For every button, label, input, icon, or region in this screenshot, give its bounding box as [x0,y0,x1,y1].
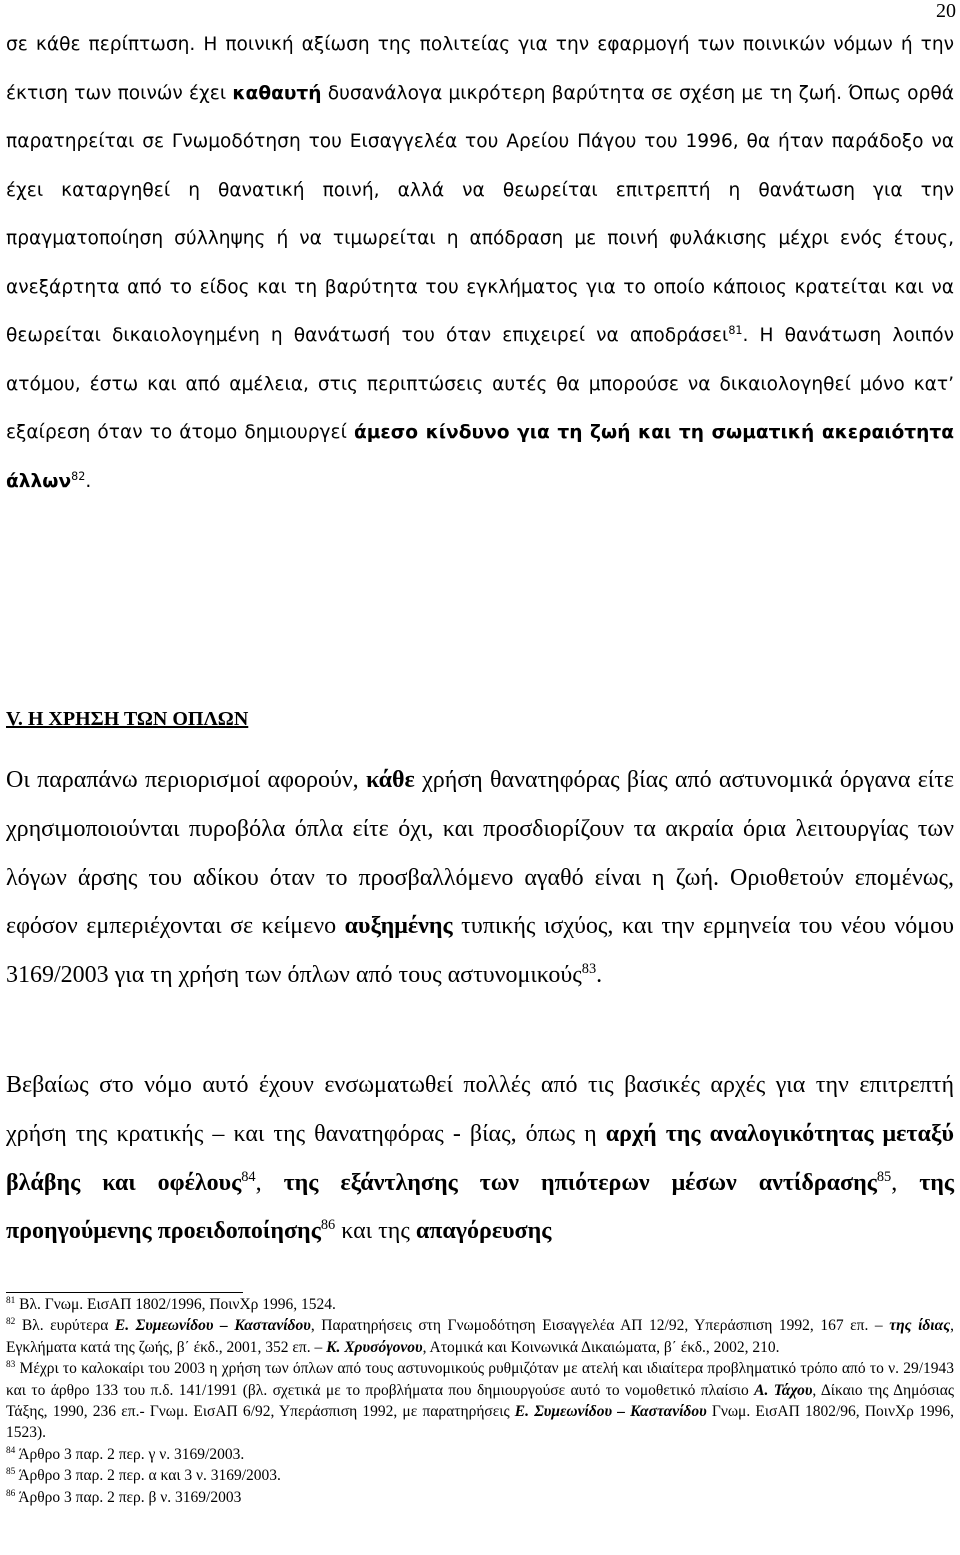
page-number: 20 [936,0,956,22]
footnote-84: $^{84}$ Άρθρο 3 παρ. 2 περ. γ ν. 3169/2003. [6,1445,245,1463]
footnotes [6,1294,954,1508]
footnote-separator [6,1292,243,1293]
paragraph-3: Βεβαίως στο νόμο αυτό έχουν ενσωματωθεί πολλές από τις βασικές αρχές για την επιτρεπτή χρήση της κρατικής – και της θανατηφόρας - βίας, όπως η αρχή της αναλογικότητας μεταξύ βλάβης και οφέλους$^{84}$, της εξάντλησης των ηπιότερων μέσων αντίδρασης$^{85}$, της προηγούμενης προειδοποίησης$^{86}$ και της απαγόρευσης [6,1072,955,1245]
footnote-86: $^{86}$ Άρθρο 3 παρ. 2 περ. β ν. 3169/2003 [6,1488,242,1506]
footnote-85: $^{85}$ Άρθρο 3 παρ. 2 περ. α και 3 ν. 3169/2003. [6,1467,281,1485]
footnote-81: $^{81}$ Βλ. Γνωμ. ΕισΑΠ 1802/1996, ΠοινΧρ 1996, 1524. [6,1295,336,1313]
footnote-ref-86[interactable]: 86 [320,1217,336,1234]
footnote-83: $^{83}$ Μέχρι το καλοκαίρι του 2003 η χρήση των όπλων από τους αστυνομικούς ρυθμιζόταν με ατελή και ιδιαίτερα προβληματικό τρόπο από το ν. 29/1943 και το άρθρο 133 του π.δ. 141/1991 (βλ. σχετικά με το προβλήματα που δημιουργούσε αυτό το νομοθετικό πλαίσιο Α. Τάχου, Δίκαιο της Δημόσιας Τάξης, 1990, 236 επ.- Γνωμ. ΕισΑΠ 6/92, Υπεράσπιση 1992, με παρατηρήσεις Ε. Συμεωνίδου – Καστανίδου Γνωμ. ΕισΑΠ 1802/96, ΠοινΧρ 1996, 1523). [6,1360,954,1442]
section-heading: V. Η ΧΡΗΣΗ ΤΩΝ ΟΠΛΩΝ [6,708,249,730]
footnote-ref-82[interactable]: 82 [71,469,86,483]
footnote-82: $^{82}$ Βλ. ευρύτερα Ε. Συμεωνίδου – Καστανίδου, Παρατηρήσεις στη Γνωμοδότηση Εισαγγελέα ΑΠ 12/92, Υπεράσπιση 1992, 167 επ. – της ίδιας, Εγκλήματα κατά της ζωής, β΄ έκδ., 2001, 352 επ. – Κ. Χρυσόγονου, Ατομικά και Κοινωνικά Δικαιώματα, β΄ έκδ., 2002, 210. [6,1317,954,1356]
footnote-ref-81[interactable]: 81 [728,323,743,337]
footnote-ref-85[interactable]: 85 [876,1168,892,1185]
footnote-ref-84[interactable]: 84 [241,1168,256,1185]
footnote-ref-83[interactable]: 83 [581,961,597,978]
paragraph-1: σε κάθε περίπτωση. Η ποινική αξίωση της πολιτείας για την εφαρμογή των ποινικών νόμων ή την έκτιση των ποινών έχει καθαυτή δυσανάλογα μικρότερη βαρύτητα σε σχέση με τη ζωή. Όπως ορθά παρατηρείται σε Γνωμοδότηση του Εισαγγελέα του Αρείου Πάγου του 1996, θα ήταν παράδοξο να έχει καταργηθεί η θανατική ποινή, αλλά να θεωρείται επιτρεπτή η θανάτωση για την πραγματοποίηση σύλληψης ή να τιμωρείται η απόδραση με ποινή φυλάκισης μέχρι ενός έτους, ανεξάρτητα από το είδος και τη βαρύτητα του εγκλήματος για το οποίο κάποιος κρατείται και να θεωρείται δικαιολογημένη η θανάτωσή του όταν επιχειρεί να αποδράσει$^{81}$. Η θανάτωση λοιπόν ατόμου, έστω και από αμέλεια, στις περιπτώσεις αυτές θα μπορούσε να δικαιολογηθεί μόνο κατ’ εξαίρεση όταν το άτομο δημιουργεί άμεσο κίνδυνο για τη ζωή και τη σωματική ακεραιότητα άλλων$^{82}$. [6,34,954,492]
paragraph-2: Οι παραπάνω περιορισμοί αφορούν, κάθε χρήση θανατηφόρας βίας από αστυνομικά όργανα είτε χρησιμοποιούνται πυροβόλα όπλα είτε όχι, και προσδιορίζουν τα ακραία όρια λειτουργίας των λόγων άρσης του αδίκου όταν το προσβαλλόμενο αγαθό είναι η ζωή. Οριοθετούν επομένως, εφόσον εμπεριέχονται σε κείμενο αυξημένης τυπικής ισχύος, και την ερμηνεία του νέου νόμου 3169/2003 για τη χρήση των όπλων από τους αστυνομικούς$^{83}$. [6,767,954,989]
